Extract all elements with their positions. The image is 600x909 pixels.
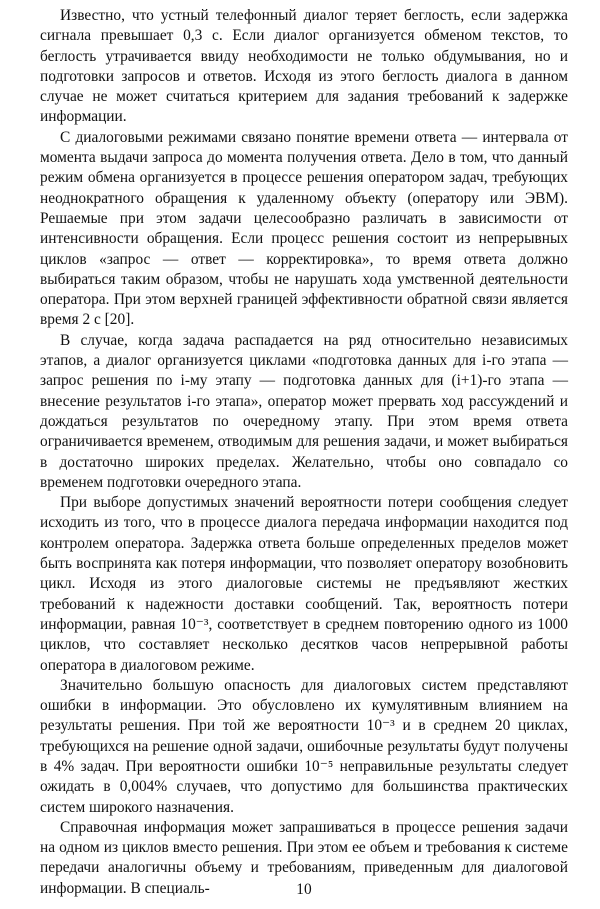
paragraph-1: Известно, что устный телефонный диалог теряет беглость, если задержка сигнала превышает 0,3 с. Если диалог организуется обменом текстов, то беглость утрачивается ввиду необходимости не только обдумывания, но и подготовки запросов и ответов. Исходя из этого беглость диалога в данном случае не может считаться критерием для задания требований к задержке информации. — [40, 7, 568, 126]
document-page — [40, 6, 568, 901]
paragraph-2: С диалоговыми режимами связано понятие времени ответа — интервала от момента выдачи запроса до момента получения ответа. Дело в том, что данный режим обмена организуется в процессе решения оператором задач, требующих неоднократного обращения к удаленному объекту (оператору или ЭВМ). Решаемые при этом задачи целесообразно различать в зависимости от интенсивности обращения. Если процесс решения состоит из непрерывных циклов «запрос — ответ — корректировка», то время ответа должно выбираться таким образом, чтобы не нарушать хода умственной деятельности оператора. При этом верхней границей эффективности обратной связи является время 2 с [20]. — [40, 128, 568, 329]
paragraph-3: В случае, когда задача распадается на ряд относительно независимых этапов, а диалог организуется циклами «подготовка данных для i-го этапа — запрос решения по i-му этапу — подготовка данных для (i+1)-го этапа — внесение результатов i-го этапа», оператор может прервать ход рассуждений и дождаться результатов по очередному этапу. При этом время ответа ограничивается временем, отводимым для решения задачи, и может выбираться в достаточно широких пределах. Желательно, чтобы оно совпадало со временем подготовки очередного этапа. — [40, 331, 568, 491]
paragraph-4: При выборе допустимых значений вероятности потери сообщения следует исходить из того, что в процессе диалога передача информации находится под контролем оператора. Задержка ответа больше определенных пределов может быть воспринята как потеря информации, что позволяет оператору возобновить цикл. Исходя из этого диалоговые системы не предъявляют жестких требований к надежности доставки сообщений. Так, вероятность потери информации, равная 10⁻³, соответствует в среднем повторению одного из 1000 циклов, что составляет несколько десятков часов непрерывной работы оператора в диалоговом режиме. — [40, 494, 568, 674]
paragraph-5: Значительно большую опасность для диалоговых систем представляют ошибки в информации. Это обусловлено их кумулятивным влиянием на результаты решения. При той же вероятности 10⁻³ и в среднем 20 циклах, требующихся на решение одной задачи, ошибочные результаты будут получены в 4% задач. При вероятности ошибки 10⁻⁵ неправильные результаты следует ожидать в 0,004% случаев, что допустимо для большинства практических систем широкого назначения. — [40, 676, 568, 816]
paragraph-6: Справочная информация может запрашиваться в процессе решения задачи на одном из циклов вместо решения. При этом ее объем и требования к системе передачи аналогичны объему и требованиям, приведенным для диалоговой информации. В специаль- — [40, 818, 568, 897]
page-number: 10 — [296, 881, 312, 898]
